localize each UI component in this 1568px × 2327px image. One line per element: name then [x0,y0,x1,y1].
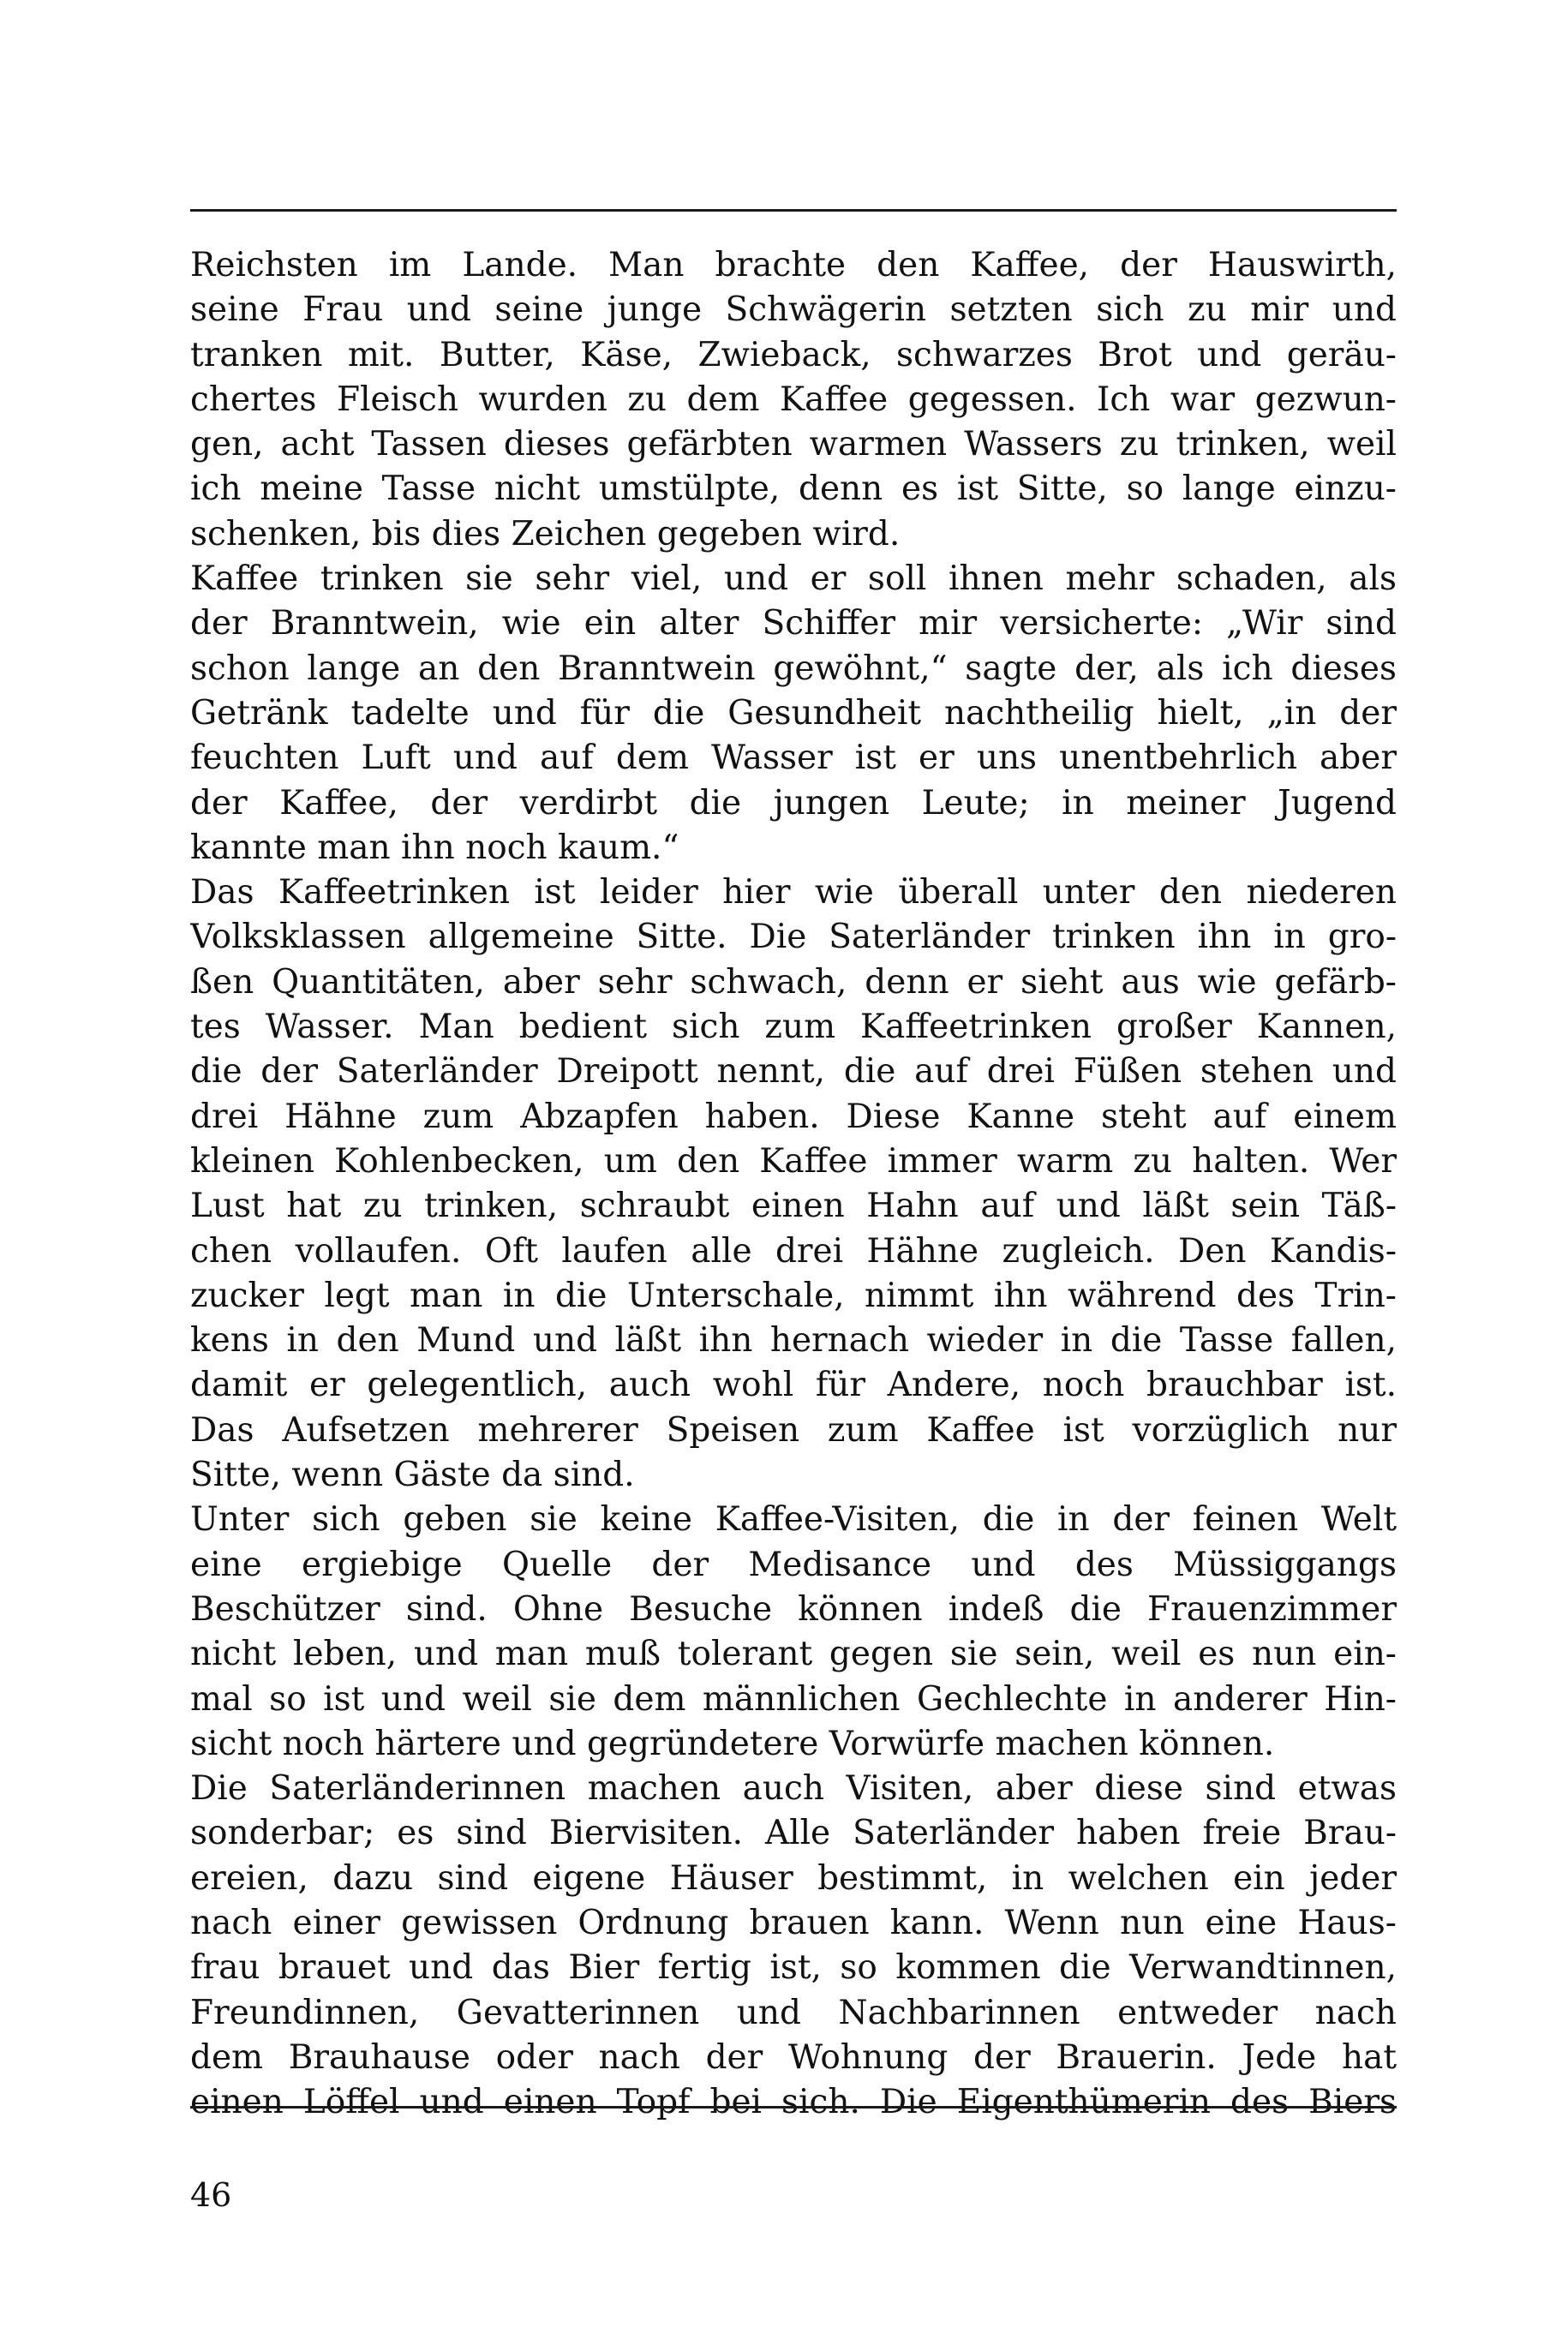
text-line: mal so ist und weil sie dem männlichen Gechlechte in anderer Hin- [190,1679,1397,1719]
text-line: Unter sich geben sie keine Kaffee-Visiten, die in der feinen Welt [190,1500,1397,1540]
text-line: Volksklassen allgemeine Sitte. Die Saterländer trinken ihn in gro- [190,918,1397,957]
text-line: Freundinnen, Gevatterinnen und Nachbarinnen entweder nach [190,1993,1397,2032]
text-line: feuchten Luft und auf dem Wasser ist er uns unentbehrlich aber [190,739,1397,778]
text-line: der Kaffee, der verdirbt die jungen Leute; in meiner Jugend [190,783,1397,823]
paragraph [190,870,1397,1498]
text-line: Das Aufsetzen mehrerer Speisen zum Kaffee ist vorzüglich nur [190,1410,1397,1450]
text-line: ßen Quantitäten, aber sehr schwach, denn er sieht aus wie gefärb- [190,962,1397,1002]
text-line: frau brauet und das Bier fertig ist, so kommen die Verwandtinnen, [190,1948,1397,1988]
text-line: Beschützer sind. Ohne Besuche können indeß die Frauenzimmer [190,1589,1397,1629]
text-line: kannte man ihn noch kaum.“ [190,828,679,867]
text-line: ereien, dazu sind eigene Häuser bestimmt, in welchen ein jeder [190,1858,1397,1898]
text-line: damit er gelegentlich, auch wohl für Andere, noch brauchbar ist. [190,1366,1397,1405]
text-line: tranken mit. Butter, Käse, Zwieback, schwarzes Brot und geräu- [190,335,1397,374]
text-line: Die Saterländerinnen machen auch Visiten, aber diese sind etwas [190,1769,1397,1809]
text-line: chertes Fleisch wurden zu dem Kaffee gegessen. Ich war gezwun- [190,380,1397,419]
text-line: schenken, bis dies Zeichen gegeben wird. [190,514,901,553]
text-line: Kaffee trinken sie sehr viel, und er soll ihnen mehr schaden, als [190,559,1397,599]
text-line: der Branntwein, wie ein alter Schiffer mir versicherte: „Wir sind [190,604,1397,643]
text-line: gen, acht Tassen dieses gefärbten warmen Wassers zu trinken, weil [190,425,1397,464]
text-line: sicht noch härtere und gegründetere Vorwürfe machen können. [190,1724,1275,1763]
text-line: sonderbar; es sind Biervisiten. Alle Saterländer haben freie Brau- [190,1814,1397,1853]
text-line: seine Frau und seine junge Schwägerin setzten sich zu mir und [190,290,1397,330]
text-line: Lust hat zu trinken, schraubt einen Hahn auf und läßt sein Täß- [190,1187,1397,1226]
bottom-rule [190,2106,1397,2109]
text-line: einen Löffel und einen Topf bei sich. Die Eigenthümerin des Biers [190,2083,1397,2122]
page-number: 46 [190,2176,232,2214]
text-line: tes Wasser. Man bedient sich zum Kaffeetrinken großer Kannen, [190,1008,1397,1047]
text-line: Das Kaffeetrinken ist leider hier wie überall unter den niederen [190,873,1397,912]
text-line: drei Hähne zum Abzapfen haben. Diese Kanne steht auf einem [190,1097,1397,1136]
paragraph [190,557,1397,870]
text-line: Getränk tadelte und für die Gesundheit nachtheilig hielt, „in der [190,693,1397,733]
text-line: kens in den Mund und läßt ihn hernach wieder in die Tasse fallen, [190,1321,1397,1361]
text-line: Reichsten im Lande. Man brachte den Kaffee, der Hauswirth, [190,246,1397,284]
text-line: nach einer gewissen Ordnung brauen kann. Wenn nun eine Haus- [190,1903,1397,1942]
text-line: Sitte, wenn Gäste da sind. [190,1456,635,1495]
text-line: schon lange an den Branntwein gewöhnt,“ sagte der, als ich dieses [190,649,1397,688]
text-line: dem Brauhause oder nach der Wohnung der Brauerin. Jede hat [190,2037,1397,2077]
body-text [190,243,1397,2125]
paragraph [190,1767,1397,2125]
text-line: kleinen Kohlenbecken, um den Kaffee immer warm zu halten. Wer [190,1141,1397,1181]
text-line: eine ergiebige Quelle der Medisance und des Müssiggangs [190,1545,1397,1584]
text-line: nicht leben, und man muß tolerant gegen sie sein, weil es nun ein- [190,1635,1397,1674]
paragraph [190,243,1397,557]
top-rule [190,209,1397,212]
text-line: chen vollaufen. Oft laufen alle drei Hähne zugleich. Den Kandis- [190,1231,1397,1271]
text-line: zucker legt man in die Unterschale, nimmt ihn während des Trin- [190,1276,1397,1315]
text-line: die der Saterländer Dreipott nennt, die auf drei Füßen stehen und [190,1052,1397,1092]
paragraph [190,1498,1397,1767]
text-line: ich meine Tasse nicht umstülpte, denn es ist Sitte, so lange einzu- [190,470,1397,509]
